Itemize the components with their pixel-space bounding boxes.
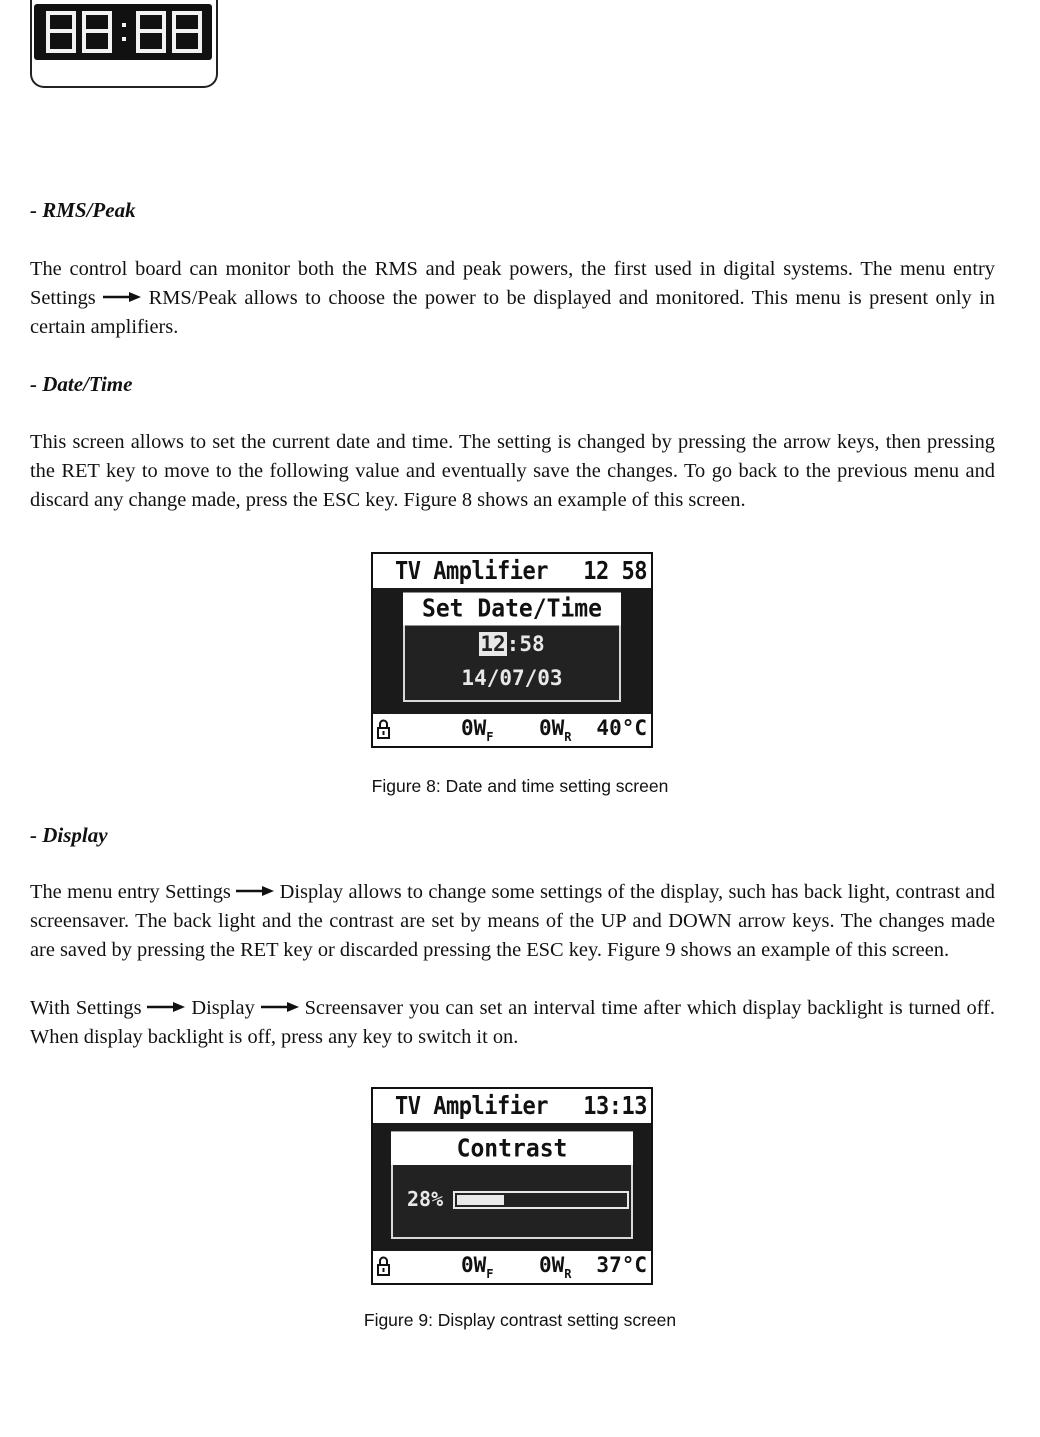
heading-rms-peak: - RMS/Peak	[30, 198, 136, 222]
lcd-footer	[373, 714, 651, 746]
date-time-values	[403, 624, 621, 702]
paragraph-screensaver	[30, 994, 995, 1052]
lcd-screen-contrast	[371, 1087, 653, 1285]
heading-display: - Display	[30, 823, 108, 847]
figure-9-caption: Figure 9: Display contrast setting screen	[363, 1310, 677, 1330]
lcd-header-time: 13:13	[583, 1091, 647, 1121]
paragraph-rms-peak	[30, 255, 995, 342]
lcd-header-title: TV Amplifier	[395, 556, 548, 586]
front-power: $0W_F$	[461, 716, 494, 744]
time-value	[405, 624, 619, 656]
panel-title: Set Date/Time	[403, 593, 621, 626]
lcd-body	[373, 588, 651, 714]
figure-8-caption: Figure 8: Date and time setting screen	[371, 776, 669, 796]
panel-title: Contrast	[391, 1131, 633, 1166]
rear-power: $0W_R$	[539, 716, 572, 744]
lcd-header-time: 12 58	[583, 556, 647, 586]
paragraph-text: RMS/Peak allows to choose the power to be displayed and monitored. This menu is present only in certain amplifiers.	[30, 287, 996, 338]
lock-icon	[377, 719, 390, 739]
front-power: $0W_F$	[461, 1253, 494, 1281]
time-minutes: :58	[506, 632, 545, 656]
date-time-panel	[403, 594, 621, 702]
paragraph-text: The control board can monitor both the RMS and peak powers, the first used in digital systems. The menu entry Settings	[30, 258, 995, 309]
rear-power: $0W_R$	[539, 1253, 572, 1281]
contrast-panel	[391, 1133, 633, 1239]
heading-date-time: - Date/Time	[30, 372, 133, 396]
seven-segment-icon	[34, 4, 212, 60]
contrast-slider[interactable]	[453, 1191, 629, 1209]
lcd-footer	[373, 1251, 651, 1283]
paragraph-text: Display	[191, 997, 255, 1019]
clock-display-icon	[28, 0, 218, 90]
lock-icon	[377, 1256, 390, 1276]
clock-icon-face	[34, 4, 212, 60]
arrow-right-icon	[261, 1002, 299, 1012]
paragraph-text: The menu entry Settings	[30, 881, 231, 903]
arrow-right-icon	[147, 1002, 185, 1012]
lcd-screen-date-time	[371, 552, 653, 748]
contrast-value: 28%	[407, 1187, 444, 1211]
temperature: 37°C	[596, 1253, 647, 1277]
contrast-body	[391, 1165, 633, 1239]
paragraph-text: Screensaver you can set an interval time after which display backlight is turned off. When display backlight is off, press any key to switch it on.	[30, 997, 995, 1048]
time-hours-selected: 12	[480, 632, 506, 656]
contrast-slider-fill	[457, 1195, 504, 1205]
arrow-right-icon	[103, 292, 141, 302]
lcd-header-title: TV Amplifier	[395, 1091, 548, 1121]
paragraph-text: With Settings	[30, 997, 142, 1019]
date-value: 14/07/03	[461, 666, 563, 690]
paragraph-display	[30, 878, 995, 965]
paragraph-text: Display allows to change some settings of the display, such has back light, contrast and screensaver. The back light and the contrast are set by means of the UP and DOWN arrow keys. The changes made are saved by pressing the RET key or discarded pressing the ESC key. Figure 9 shows an example of this screen.	[30, 881, 995, 961]
temperature: 40°C	[596, 716, 647, 740]
lcd-header	[373, 1086, 651, 1125]
arrow-right-icon	[236, 886, 274, 896]
paragraph-date-time: This screen allows to set the current date and time. The setting is changed by pressing the arrow keys, then pressing the RET key to move to the following value and eventually save the changes. To go back to the previous menu and discard any change made, press the ESC key. Figure 8 shows an example of this screen.	[30, 431, 995, 511]
lcd-body	[373, 1123, 651, 1251]
lcd-header	[373, 551, 651, 590]
